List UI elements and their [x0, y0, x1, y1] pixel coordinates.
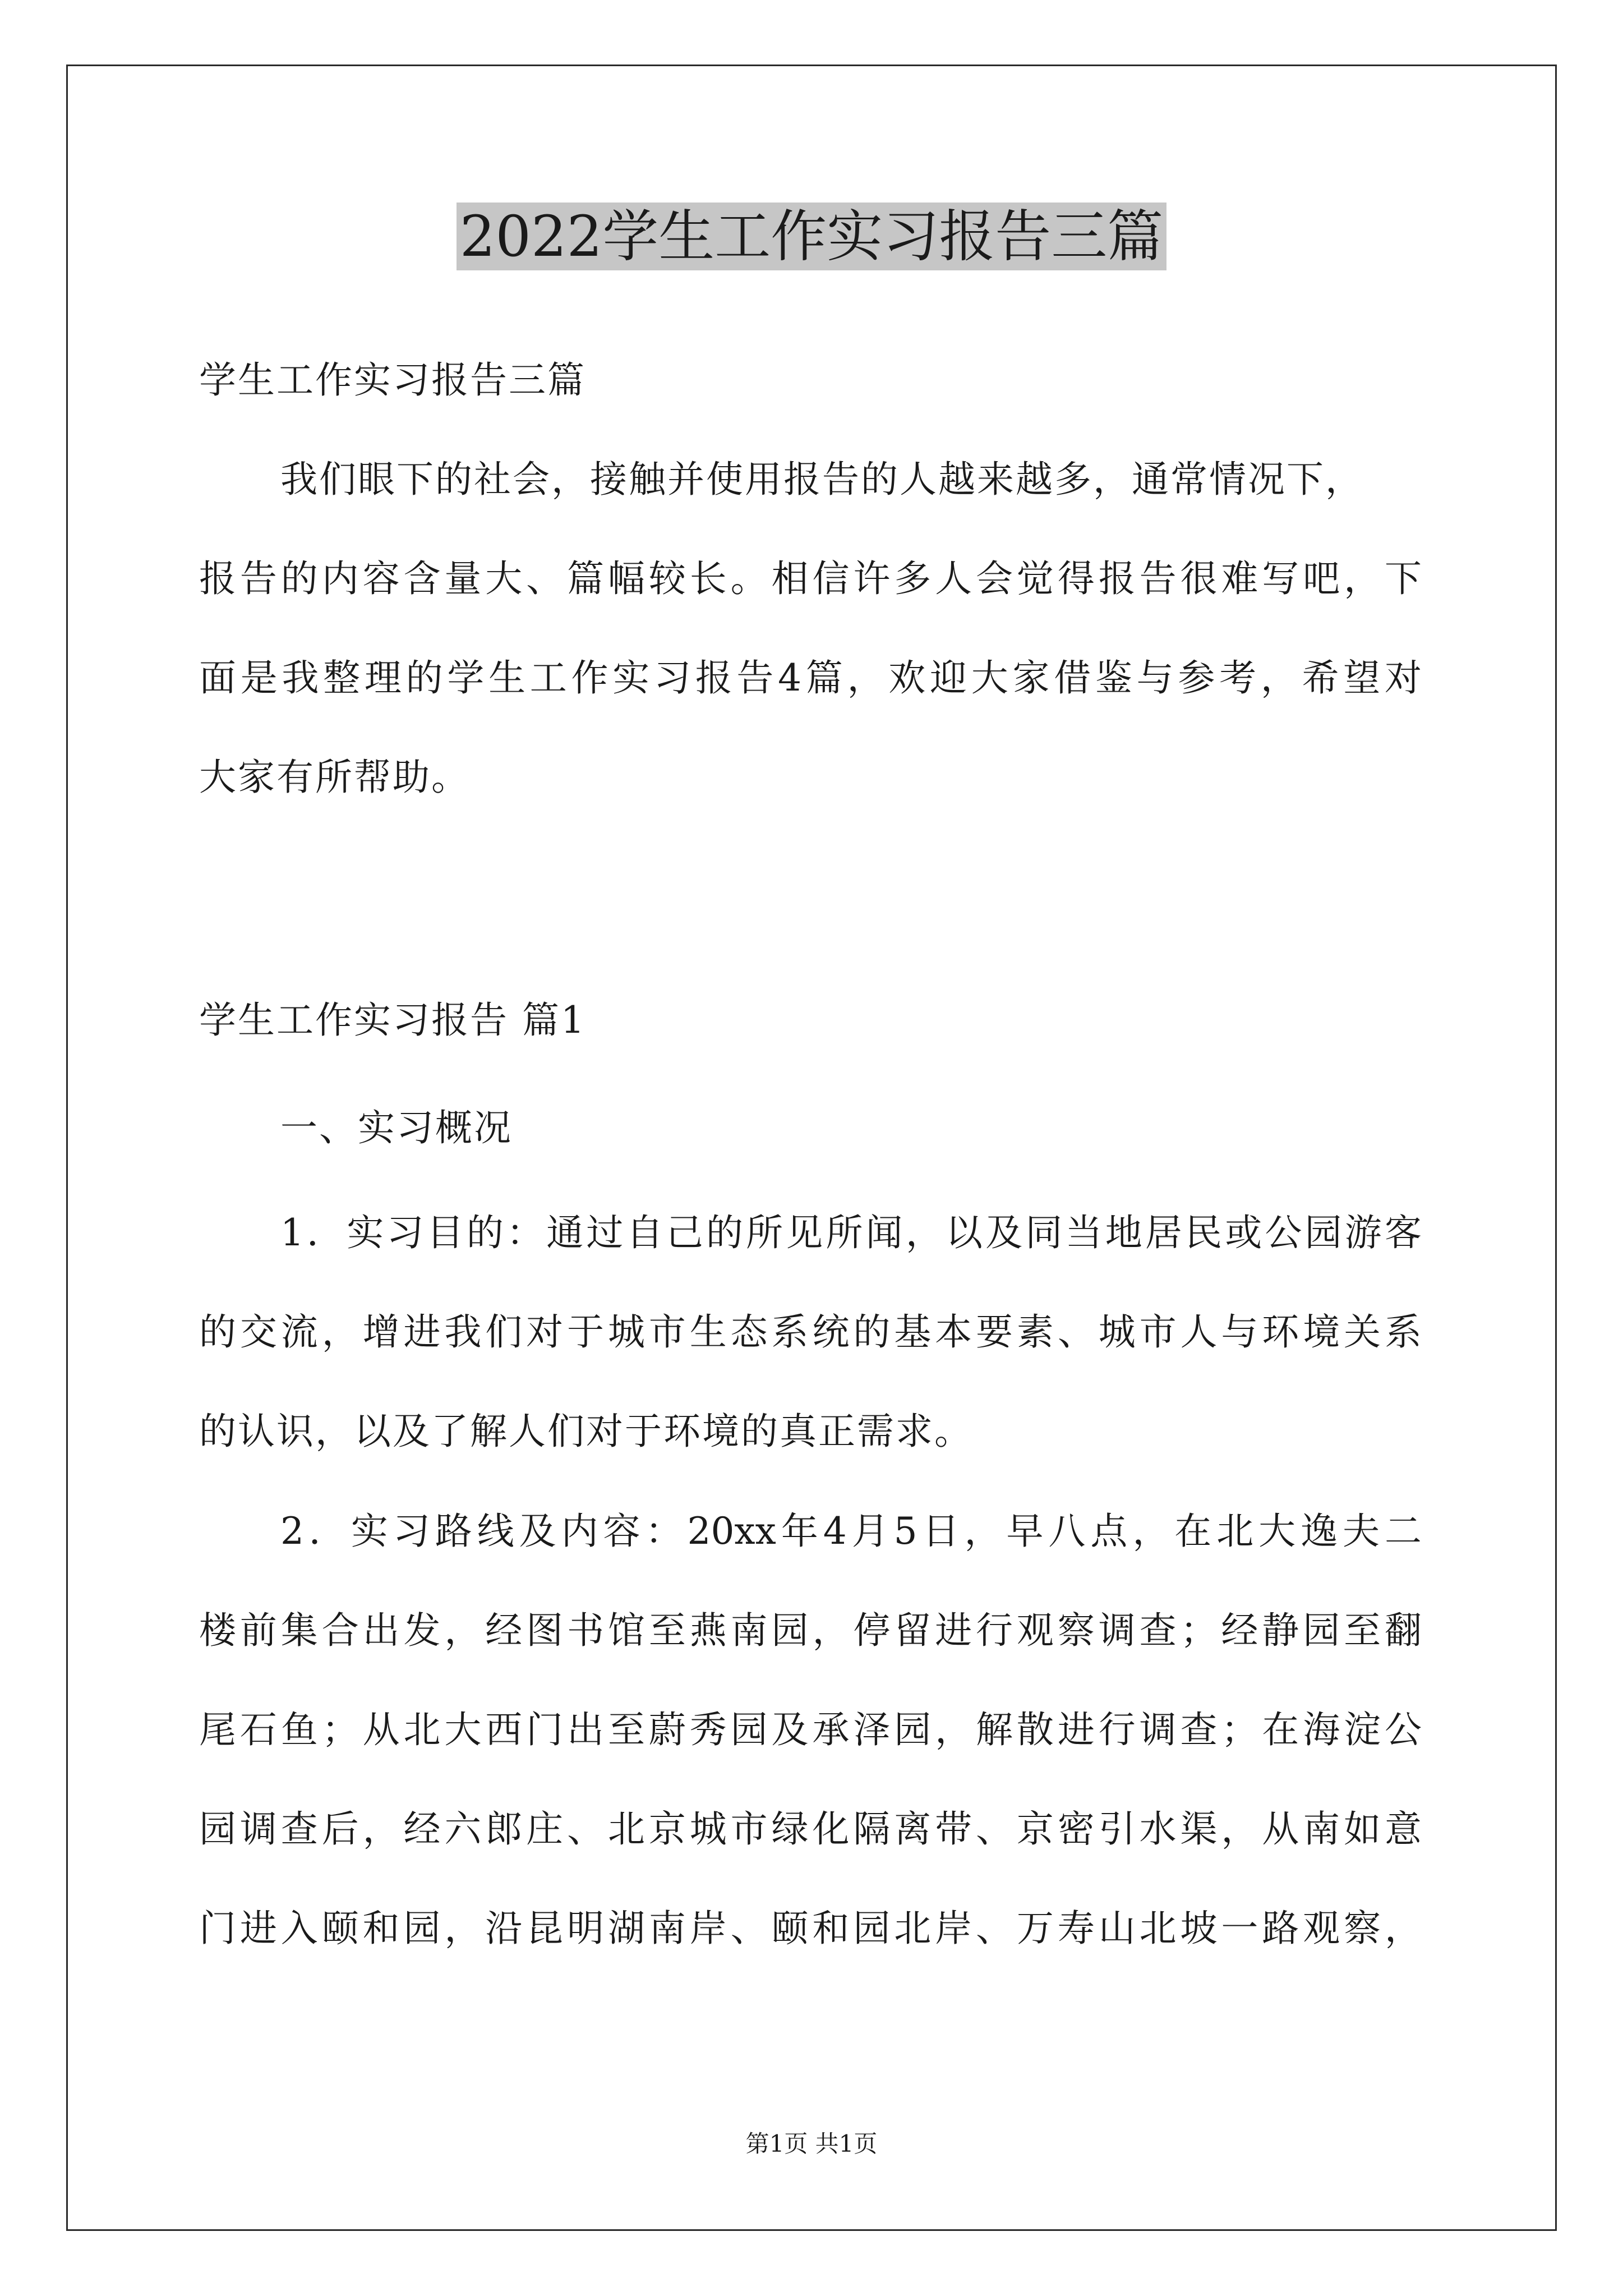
intro-line-4: 大家有所帮助。: [199, 756, 470, 799]
purpose-line-2: 的交流，增进我们对于城市生态系统的基本要素、城市人与环境关系: [199, 1310, 1422, 1354]
document-title: [0, 197, 1623, 276]
purpose-line-1: 1．实习目的：通过自己的所见所闻，以及同当地居民或公园游客: [280, 1211, 1422, 1254]
intro-line-3: 面是我整理的学生工作实习报告4篇，欢迎大家借鉴与参考，希望对: [199, 656, 1422, 700]
document-title-text: 2022学生工作实习报告三篇: [457, 203, 1167, 270]
purpose-line-3: 的认识，以及了解人们对于环境的真正需求。: [199, 1410, 973, 1453]
route-line-4: 园调查后，经六郎庄、北京城市绿化隔离带、京密引水渠，从南如意: [199, 1807, 1422, 1851]
section-part-heading: 一、实习概况: [280, 1106, 513, 1149]
section-heading: 学生工作实习报告 篇1: [199, 999, 586, 1042]
route-line-5: 门进入颐和园，沿昆明湖南岸、颐和园北岸、万寿山北坡一路观察，: [199, 1907, 1422, 1950]
route-line-2: 楼前集合出发，经图书馆至燕南园，停留进行观察调查；经静园至翻: [199, 1609, 1422, 1652]
intro-line-1: 我们眼下的社会，接触并使用报告的人越来越多，通常情况下，: [280, 458, 1364, 501]
route-line-3: 尾石鱼；从北大西门出至蔚秀园及承泽园，解散进行调查；在海淀公: [199, 1708, 1422, 1751]
route-line-1: 2．实习路线及内容：20xx年4月5日，早八点，在北大逸夫二: [280, 1510, 1422, 1553]
page-footer: 第1页 共1页: [745, 2130, 878, 2157]
document-subtitle: 学生工作实习报告三篇: [199, 358, 586, 402]
intro-line-2: 报告的内容含量大、篇幅较长。相信许多人会觉得报告很难写吧，下: [199, 557, 1422, 600]
